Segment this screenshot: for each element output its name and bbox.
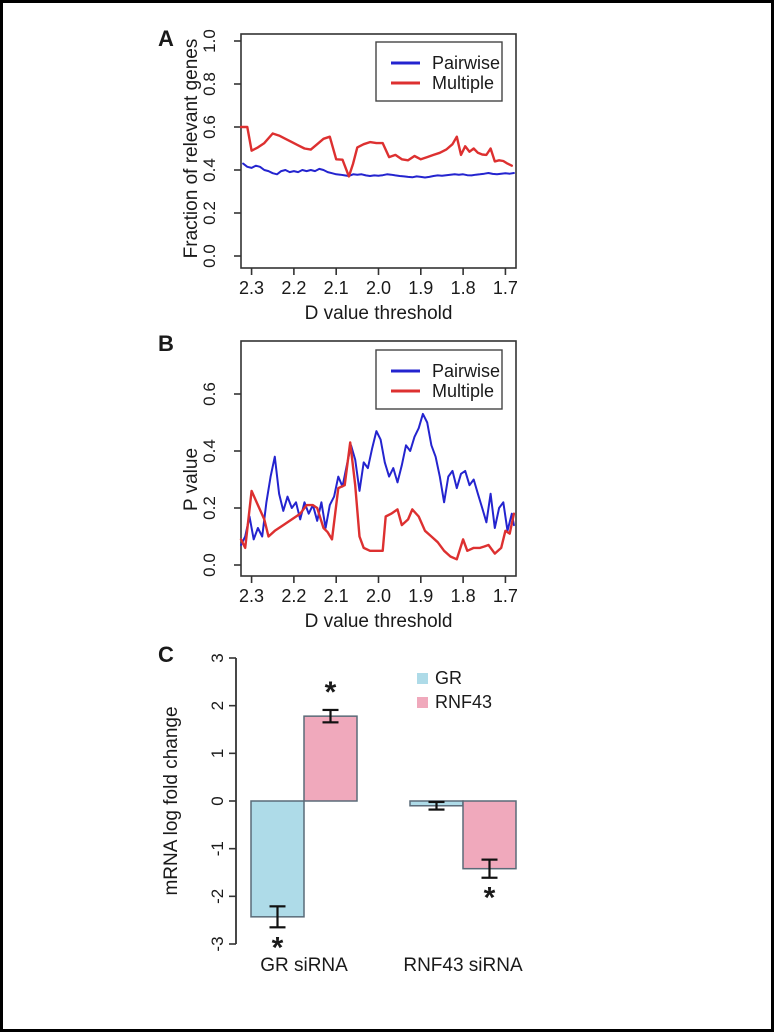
bar-rnf43-gr-sirna — [304, 716, 357, 801]
y-tick-label: 0 — [208, 796, 227, 806]
category-label-rnf43-sirna: RNF43 siRNA — [403, 955, 523, 976]
y-tick-label: -1 — [208, 841, 227, 857]
x-tick-label: 2.0 — [365, 278, 392, 298]
x-axis-title: D value threshold — [304, 303, 453, 324]
x-axis-title: D value threshold — [304, 611, 453, 632]
y-tick-label: -2 — [208, 888, 227, 904]
y-tick-label: 2 — [208, 700, 227, 711]
y-axis-title: P value — [181, 447, 202, 512]
y-tick-label: 0.4 — [200, 158, 219, 182]
y-tick-label: 0.2 — [200, 201, 219, 225]
y-tick-label: 0.4 — [200, 439, 219, 463]
multiple-line — [241, 127, 512, 176]
y-tick-label: 0.0 — [200, 553, 219, 577]
figure-canvas — [3, 3, 774, 1032]
multiple-line — [241, 442, 514, 559]
legend-swatch-rnf43 — [417, 697, 428, 708]
y-tick-label: 0.6 — [200, 115, 219, 139]
y-axis-title: Fraction of relevant genes — [181, 38, 202, 259]
y-tick-label: -3 — [208, 936, 227, 952]
panel-b — [158, 331, 518, 632]
y-tick-label: 0.2 — [200, 496, 219, 520]
x-tick-label: 2.1 — [323, 586, 349, 606]
x-tick-label: 2.3 — [239, 278, 265, 298]
x-tick-label: 2.1 — [323, 278, 349, 298]
x-tick-label: 1.9 — [408, 586, 434, 606]
y-tick-label: 1 — [208, 748, 227, 759]
legend — [376, 42, 502, 101]
y-tick-label: 1.0 — [200, 29, 219, 53]
pairwise-line — [243, 164, 514, 178]
x-tick-label: 1.9 — [408, 278, 434, 298]
x-tick-label: 2.2 — [281, 586, 307, 606]
x-tick-label: 1.8 — [450, 278, 476, 298]
panel-a — [158, 26, 518, 324]
legend-label-pairwise: Pairwise — [432, 53, 501, 73]
bar-gr-gr-sirna — [251, 801, 304, 917]
legend-label-gr: GR — [435, 668, 462, 688]
panel-label-a: A — [158, 26, 174, 51]
x-tick-label: 2.3 — [239, 586, 265, 606]
y-tick-label: 0.0 — [200, 244, 219, 268]
significance-star: * — [271, 931, 284, 965]
legend-label-pairwise: Pairwise — [432, 361, 501, 381]
significance-star: * — [483, 881, 496, 915]
legend-label-multiple: Multiple — [432, 73, 495, 93]
legend — [417, 668, 492, 712]
x-tick-label: 1.8 — [450, 586, 476, 606]
y-tick-label: 3 — [208, 653, 227, 663]
y-axis-title: mRNA log fold change — [161, 706, 182, 896]
panel-c — [158, 642, 523, 976]
legend-swatch-gr — [417, 673, 428, 684]
panel-label-c: C — [158, 642, 174, 667]
x-tick-label: 2.0 — [365, 586, 392, 606]
y-tick-label: 0.6 — [200, 382, 219, 406]
legend-label-multiple: Multiple — [432, 381, 495, 401]
x-tick-label: 2.2 — [281, 278, 307, 298]
category-label-gr-sirna: GR siRNA — [260, 955, 348, 976]
panel-label-b: B — [158, 331, 174, 356]
legend — [376, 350, 502, 409]
y-tick-label: 0.8 — [200, 72, 219, 96]
x-tick-label: 1.7 — [492, 586, 518, 606]
legend-label-rnf43: RNF43 — [435, 692, 493, 712]
significance-star: * — [324, 675, 337, 709]
x-tick-label: 1.7 — [492, 278, 518, 298]
